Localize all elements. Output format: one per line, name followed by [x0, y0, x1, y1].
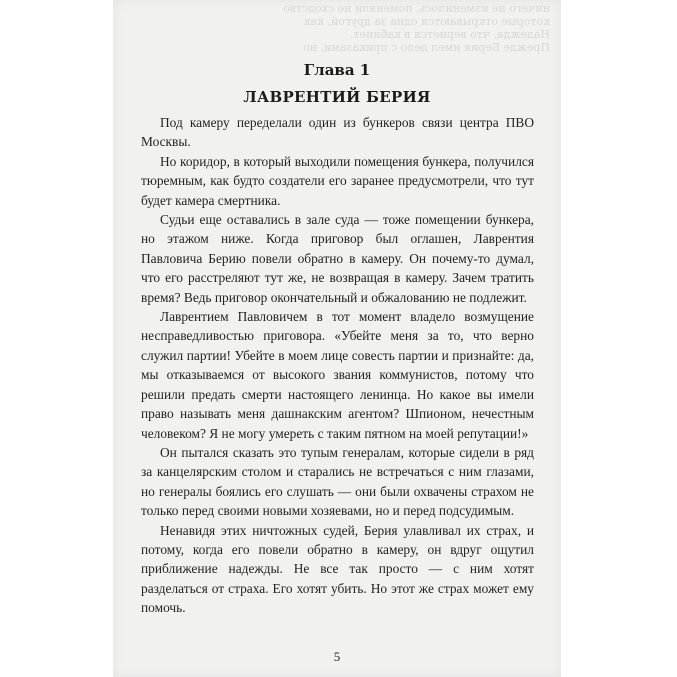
paragraph: Но коридор, в который выходили помещения бункера, получился тюремным, как будто создатели его заранее предусмотрели, что тут будет камера смертника. [141, 153, 534, 208]
chapter-number: Глава 1 [303, 61, 371, 79]
paragraph: Судьи еще оставались в зале суда — тоже помещении бункера, но этажом ниже. Когда приговор был оглашен, Лаврентия Павловича Берию повели обратно в камеру. Он почему-то думал, что его расстреляют тут же, не возвращая в камеру. Зачем тратить время? Ведь приговор окончательный и обжалованию не подлежит. [141, 212, 534, 305]
chapter-title: ЛАВРЕНТИЙ БЕРИЯ [243, 88, 431, 106]
bleed-through-text: ничего не изменилось, поменяли не сходство которые открываются одна за другой, как Надежда, что вернется в кабинет. Прежде Берия имел дело с приказами, но [283, 2, 550, 54]
paragraph: Под камеру переделали один из бункеров связи центра ПВО Москвы. [141, 115, 534, 150]
paragraph: Ненавидя этих ничтожных судей, Берия улавливал их страх, и потому, когда его повели обратно в камеру, он вдруг ощутил приближение надежды. Не все так просто — с ним хотят разделаться от страха. Его хотят убить. Но этот же страх может ему помочь. [141, 522, 534, 616]
chapter-heading [113, 60, 561, 107]
body-text [141, 113, 534, 618]
page-number: 5 [333, 649, 341, 664]
paragraph: Он пытался сказать это тупым генералам, которые сидели в ряд за канцелярским столом и старались не встречаться с ним глазами, но генералы боялись его слушать — они были охвачены страхом не только перед своими новыми хозяевами, но и перед подсудимым. [141, 444, 534, 519]
paragraph: Лаврентием Павловичем в тот момент владело возмущение несправедливостью приговора. «Убейте меня за то, что верно служил партии! Убейте в моем лице совесть партии и признайте: да, мы отказываемся от высокого звания коммунистов, потому что решили предать смерти настоящего ленинца. Но какое вы имели право называть меня дашнакским агентом? Шпионом, нечестным человеком? Я не могу умереть с таким пятном на моей репутации!» [141, 309, 534, 441]
